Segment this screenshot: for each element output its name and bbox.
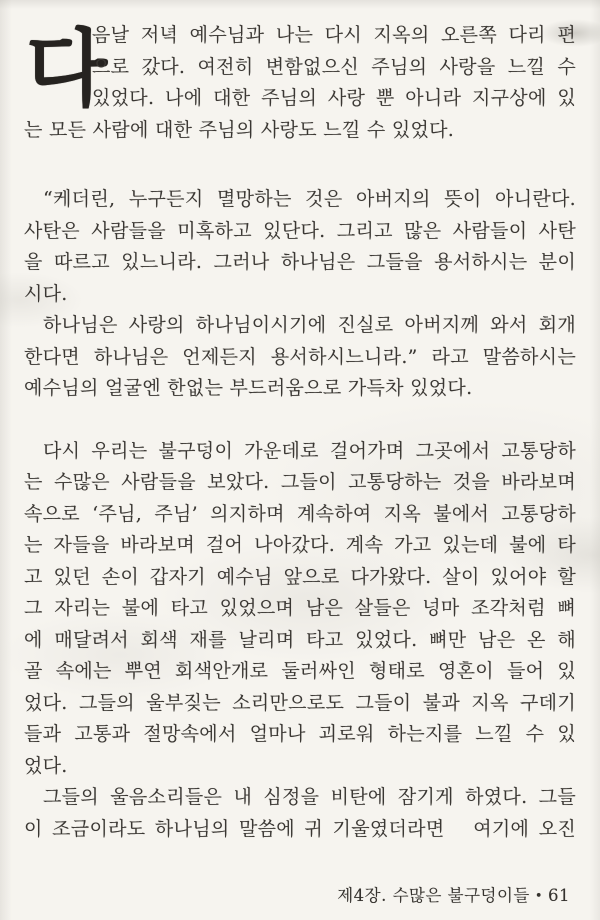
text-line: 음날 저녁 예수님과 나는 다시 지옥의 오른쪽 다리 편 xyxy=(92,24,576,46)
text-line: 그들의 울음소리들은 내 심정을 비탄에 잠기게 하였다. 그들 xyxy=(43,786,576,808)
text-line: 으로 갔다. 여전히 변함없으신 주님의 사랑을 느낄 수 xyxy=(92,55,576,78)
text-line: 었다. xyxy=(24,754,68,777)
text-line: 는 자들을 바라보며 걸어 나아갔다. 계속 가고 있는데 불에 타 xyxy=(24,534,576,556)
footer-page-number: 61 xyxy=(548,886,570,905)
text-line: 그 자리는 불에 타고 있었으며 남은 살들은 넝마 조각처럼 뼈 xyxy=(24,597,576,619)
text-line: 에 매달려서 회색 재를 날리며 타고 있었다. 뼈만 남은 온 해 xyxy=(24,628,576,651)
text-line: 는 모든 사람에 대한 주님의 사랑도 느낄 수 있었다. xyxy=(24,118,455,141)
text-line: 사탄은 사람들을 미혹하고 있단다. 그리고 많은 사람들이 사탄 xyxy=(24,219,576,242)
text-line: 고 있던 손이 갑자기 예수님 앞으로 다가왔다. 살이 있어야 할 xyxy=(24,565,576,588)
paragraph xyxy=(24,310,576,405)
text-line: 을 따르고 있느니라. 그러나 하나님은 그들을 용서하시는 분이 xyxy=(24,251,576,273)
paragraph xyxy=(24,184,576,310)
text-line: 이 조금이라도 하나님의 말씀에 귀 기울였더라면 여기에 오진 xyxy=(24,817,576,840)
text-line: 속으로 ‘주님, 주님’ 의지하며 계속하여 지옥 불에서 고통당하 xyxy=(24,502,576,525)
text-line: 있었다. 나에 대한 주님의 사랑 뿐 아니라 지구상에 있 xyxy=(92,87,576,109)
text-line: 골 속에는 뿌연 회색안개로 둘러싸인 형태로 영혼이 들어 있 xyxy=(24,660,576,682)
text-line: 시다. xyxy=(24,282,68,305)
drop-cap: 다 xyxy=(26,19,108,118)
text-line: 는 수많은 사람들을 보았다. 그들이 고통당하는 것을 바라보며 xyxy=(24,471,576,493)
page-body xyxy=(24,20,576,845)
text-line: “케더린, 누구든지 멸망하는 것은 아버지의 뜻이 아니란다. xyxy=(43,188,576,210)
text-line: 예수님의 얼굴엔 한없는 부드러움으로 가득차 있었다. xyxy=(24,377,473,399)
paragraph xyxy=(24,20,576,146)
footer-separator-icon: • xyxy=(534,889,543,904)
paragraph xyxy=(24,436,576,783)
text-line: 다시 우리는 불구덩이 가운데로 걸어가며 그곳에서 고통당하 xyxy=(43,439,576,462)
paragraph xyxy=(24,782,576,845)
page-footer xyxy=(337,882,570,906)
text-line: 들과 고통과 절망속에서 얼마나 괴로워 하는지를 느낄 수 있 xyxy=(24,723,576,745)
text-line: 한다면 하나님은 언제든지 용서하시느니라.” 라고 말씀하시는 xyxy=(24,345,576,368)
text-line: 었다. 그들의 울부짖는 소리만으로도 그들이 불과 지옥 구데기 xyxy=(24,691,576,714)
text-line: 하나님은 사랑의 하나님이시기에 진실로 아버지께 와서 회개 xyxy=(43,314,576,336)
footer-chapter-title: 제4장. 수많은 불구덩이들 xyxy=(337,886,530,905)
